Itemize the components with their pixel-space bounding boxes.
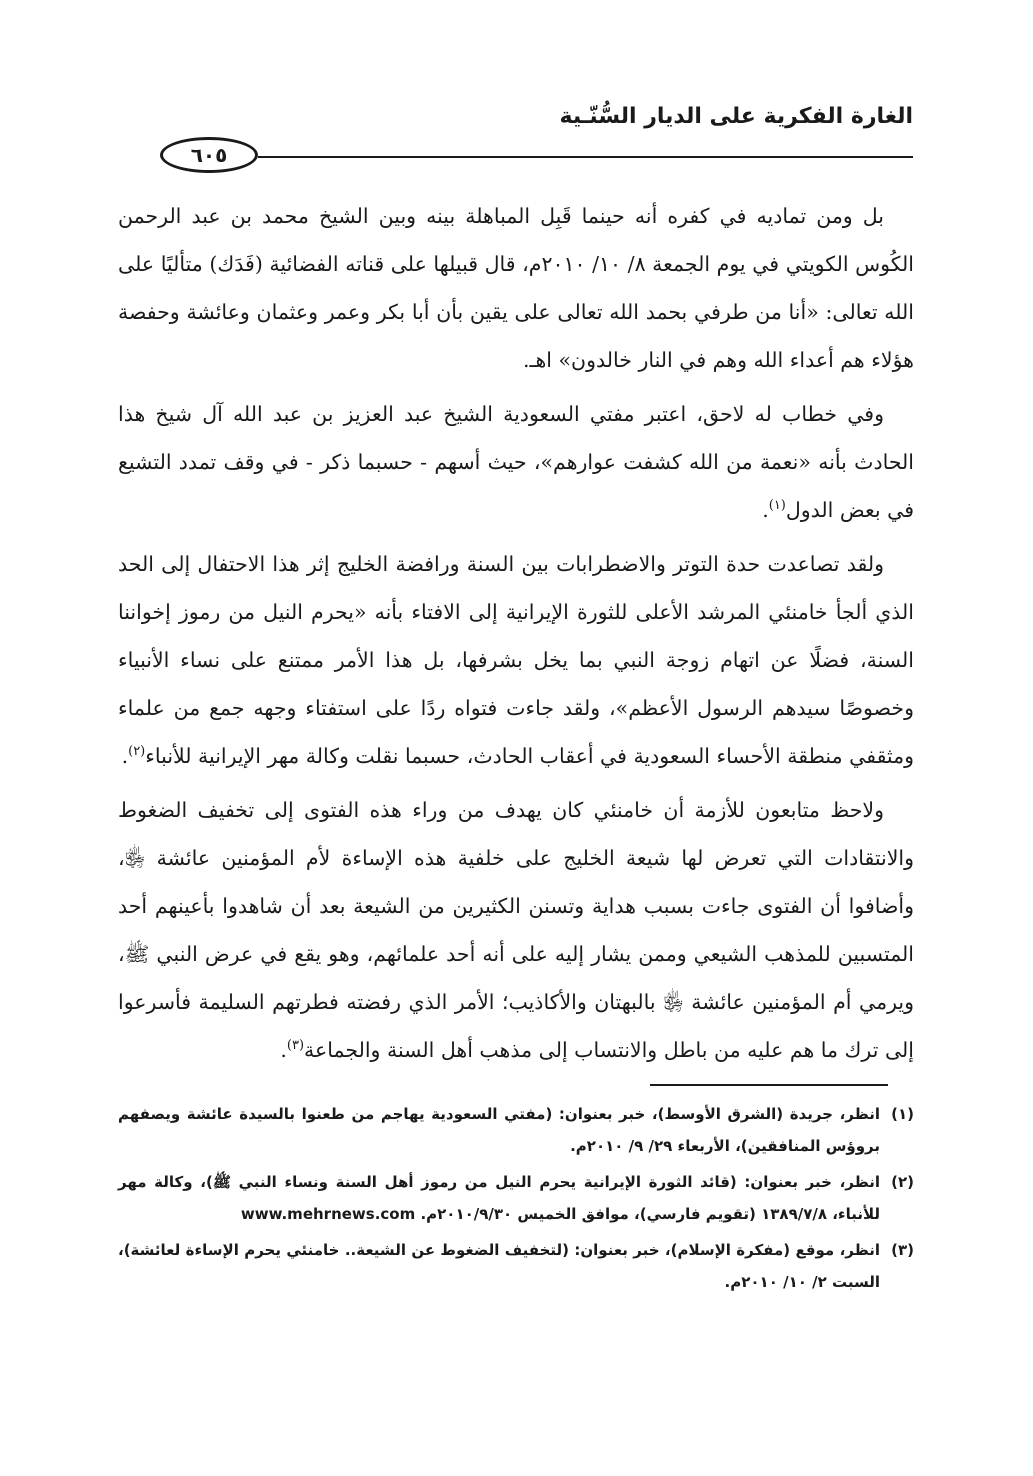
paragraph	[118, 786, 914, 1074]
footnote-marker[interactable]: (٣)	[286, 1038, 305, 1054]
paragraph-text: وفي خطاب له لاحق، اعتبر مفتي السعودية الشيخ عبد العزيز بن عبد الله آل شيخ هذا الحادث بأنه «نعمة من الله كشفت عوارهم»، حيث أسهم - حسبما ذكر - في وقف تمدد التشيع في بعض الدول	[118, 402, 914, 522]
paragraph-text: ولقد تصاعدت حدة التوتر والاضطرابات بين السنة ورافضة الخليج إثر هذا الاحتفال إلى الحد الذي ألجأ خامنئي المرشد الأعلى للثورة الإيرانية إلى الافتاء بأنه «يحرم النيل من رموز إخواننا السنة، فضلًا عن اتهام زوجة النبي بما يخل بشرفها، بل هذا الأمر ممتنع على نساء الأنبياء وخصوصًا سيدهم الرسول الأعظم»، ولقد جاءت فتواه ردًا على استفتاء وجهه جمع من علماء ومثقفي منطقة الأحساء السعودية في أعقاب الحادث، حسبما نقلت وكالة مهر الإيرانية للأنباء	[118, 552, 914, 768]
page-number: ٦٠٥	[190, 143, 228, 167]
footnote-marker[interactable]: (١)	[768, 498, 786, 514]
footnote-text: انظر، خبر بعنوان: (قائد الثورة الإيرانية يحرم النيل من رموز أهل السنة ونساء النبي ﷺ)، وكالة مهر للأنباء، ١٣٨٩/٧/٨ (تقويم فارسي)، موافق الخميس ٢٠١٠/٩/٣٠م. www.mehrnews.com	[118, 1173, 880, 1223]
footnote-number: (٢)	[891, 1173, 914, 1191]
footnote	[118, 1234, 914, 1298]
page-number-badge	[160, 137, 258, 173]
footnote	[118, 1166, 914, 1230]
footnote-number: (٣)	[891, 1241, 914, 1259]
footnote-text: انظر، موقع (مفكرة الإسلام)، خبر بعنوان: (لتخفيف الضغوط عن الشيعة.. خامنئي يحرم الإساءة لعائشة)، السبت ٢/ ١٠/ ٢٠١٠م.	[118, 1241, 880, 1291]
footnote-rule	[650, 1084, 888, 1086]
paragraph	[118, 192, 914, 384]
paragraph-text: ولاحظ متابعون للأزمة أن خامنئي كان يهدف من وراء هذه الفتوى إلى تخفيف الضغوط والانتقادات التي تعرض لها شيعة الخليج على خلفية هذه الإساءة لأم المؤمنين عائشة ﵂، وأضافوا أن الفتوى جاءت بسبب هداية وتسنن الكثيرين من الشيعة بعد أن شاهدوا بأعينهم أحد المتسبين للمذهب الشيعي وممن يشار إليه على أنه أحد علمائهم، وهو يقع في عرض النبي ﷺ، ويرمي أم المؤمنين عائشة ﵂ بالبهتان والأكاذيب؛ الأمر الذي رفضته فطرتهم السليمة فأسرعوا إلى ترك ما هم عليه من باطل والانتساب إلى مذهب أهل السنة والجماعة	[118, 798, 914, 1062]
footnote-text: انظر، جريدة (الشرق الأوسط)، خبر بعنوان: (مفتي السعودية يهاجم من طعنوا بالسيدة عائشة ويصفهم بروؤس المنافقين)، الأربعاء ٢٩/ ٩/ ٢٠١٠م.	[118, 1105, 880, 1155]
end-mark: .	[762, 498, 769, 522]
header-rule	[258, 156, 913, 158]
footnotes	[118, 1098, 914, 1302]
footnote-marker[interactable]: (٢)	[128, 744, 146, 760]
footnote-number: (١)	[891, 1105, 914, 1123]
running-title: الغارة الفكرية على الديار السُّنّـية	[559, 104, 913, 129]
paragraph-text: بل ومن تماديه في كفره أنه حينما قَبِل المباهلة بينه وبين الشيخ محمد بن عبد الرحمن الكُوس الكويتي في يوم الجمعة ٨/ ١٠/ ٢٠١٠م، قال قبيلها على قناته الفضائية (فَدَك) متأليًا على الله تعالى: «أنا من طرفي بحمد الله تعالى على يقين بأن أبا بكر وعمر وعثمان وعائشة وحفصة هؤلاء هم أعداء الله وهم في النار خالدون» اهـ.	[118, 204, 914, 372]
paragraph	[118, 390, 914, 534]
main-text	[118, 192, 914, 1080]
end-mark: .	[121, 744, 129, 768]
paragraph	[118, 540, 914, 780]
end-mark: .	[280, 1038, 287, 1062]
footnote	[118, 1098, 914, 1162]
